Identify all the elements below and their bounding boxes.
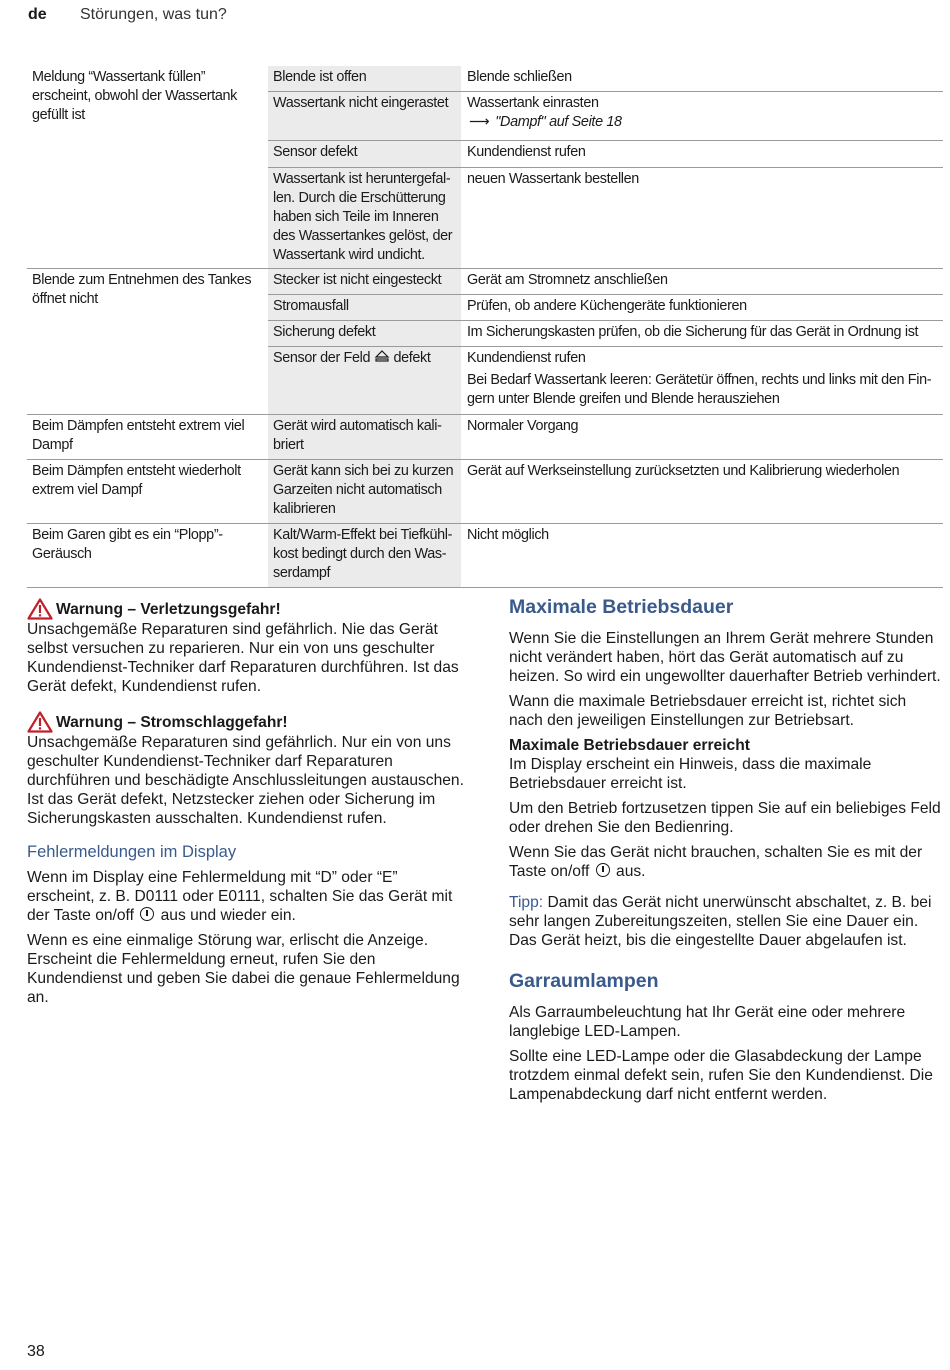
remedy-cell: neuen Wassertank bestellen (467, 171, 639, 187)
remedy-text: Kundendienst rufen (467, 350, 586, 366)
troubleshooting-table (27, 66, 943, 588)
warning-triangle-icon (27, 711, 53, 733)
remedy-cell (461, 347, 943, 414)
table-row (27, 523, 943, 587)
warning-title: Warnung – Verletzungsgefahr! (56, 600, 281, 618)
section-heading-errors: Fehlermeldungen im Display (27, 843, 237, 861)
cause-cell: Wassertank ist heruntergefallen. Durch die Erschütterung haben sich Teile im Inneren des Wassertankes gelöst, der Wassertank wird undicht. (268, 168, 461, 268)
tip (509, 893, 944, 950)
table-row (27, 268, 943, 414)
power-icon (140, 907, 154, 921)
remedy-cell: Prüfen, ob andere Küchengeräte funktionieren (467, 298, 747, 314)
paragraph: Sollte eine LED-Lampe oder die Glasabdeckung der Lampe trotzdem einmal defekt sein, rufen Sie den Kundendienst. Die Lampenabdeckung darf nicht entfernt werden. (509, 1048, 933, 1103)
remedy-cell: Kundendienst rufen (467, 144, 586, 160)
symptom-cell: Beim Dämpfen entsteht wiederholt extrem viel Dampf (32, 463, 241, 498)
section-heading-max-duration: Maximale Betriebsdauer (509, 596, 734, 618)
warning-electric-shock (27, 711, 467, 828)
paragraph-text: aus und wieder ein. (160, 907, 296, 924)
symptom-cell: Meldung “Wassertank füllen” erscheint, obwohl der Wassertank gefüllt ist (32, 69, 238, 123)
arrow-right-icon: ⟶ (469, 114, 490, 130)
remedy-extra-text: Bei Bedarf Wassertank leeren: Gerätetür öffnen, rechts und links mit den Fingern unter Blende greifen und Blende herausziehen (467, 372, 932, 407)
paragraph (27, 868, 467, 925)
page-title: Störungen, was tun? (80, 6, 227, 23)
warning-text: Unsachgemäße Reparaturen sind gefährlich. Nie das Gerät selbst versuchen zu reparieren. Nur ein von uns geschulter Kundendienst-Techniker darf Reparaturen durchführen. Ist das Gerät defekt, Kundendienst rufen. (27, 621, 459, 695)
remedy-cell: Blende schließen (467, 69, 572, 85)
warning-title: Warnung – Stromschlaggefahr! (56, 713, 288, 731)
page-reference-text: "Dampf" auf Seite 18 (495, 114, 622, 130)
power-icon (596, 863, 610, 877)
remedy-cell: Nicht möglich (467, 527, 549, 543)
cause-cell (268, 347, 461, 414)
paragraph: Wenn Sie die Einstellungen an Ihrem Gerät mehrere Stunden nicht verändert haben, hört das Gerät automatisch auf zu heizen. So wird ein ungewollter dauerhafter Betrieb verhindert. (509, 630, 941, 685)
cause-text: Sensor der Feld (273, 350, 371, 366)
cause-cell: Blende ist offen (268, 66, 461, 91)
tip-label: Tipp: (509, 894, 544, 911)
page-number: 38 (27, 1343, 45, 1360)
cause-cell: Sicherung defekt (268, 321, 461, 346)
paragraph-text: Wenn im Display eine Fehlermeldung mit “D” oder “E” erscheint, z. B. D0111 oder E0111, schalten Sie das Gerät mit der Taste on/off (27, 869, 453, 924)
paragraph (509, 843, 944, 881)
remedy-cell (461, 92, 943, 140)
tip-text: Damit das Gerät nicht unerwünscht abschaltet, z. B. bei sehr langen Zubereitungszeiten, stellen Sie eine Dauer ein. Das Gerät heizt, bis die eingestellte Dauer abgelaufen ist. (509, 894, 932, 949)
remedy-cell: Normaler Vorgang (467, 418, 579, 434)
section-heading-lamps: Garraumlampen (509, 970, 659, 992)
remedy-cell: Gerät auf Werkseinstellung zurücksetzten und Kalibrierung wiederholen (467, 463, 900, 479)
paragraph: Im Display erscheint ein Hinweis, dass die maximale Betriebsdauer erreicht ist. (509, 756, 872, 792)
cause-cell: Kalt/Warm-Effekt bei Tiefkühlkost bedingt durch den Wasserdampf (268, 524, 461, 587)
cause-cell: Stecker ist nicht eingesteckt (268, 269, 461, 294)
symptom-cell: Beim Dämpfen entsteht extrem viel Dampf (32, 418, 245, 453)
paragraph: Um den Betrieb fortzusetzen tippen Sie auf ein beliebiges Feld oder drehen Sie den Bedienring. (509, 800, 941, 836)
paragraph: Als Garraumbeleuchtung hat Ihr Gerät eine oder mehrere langlebige LED-Lampen. (509, 1004, 906, 1040)
cause-text: defekt (393, 350, 431, 366)
remedy-cell: Gerät am Stromnetz anschließen (467, 272, 668, 288)
left-column (27, 598, 467, 1013)
warning-triangle-icon (27, 598, 53, 620)
warning-injury (27, 598, 467, 696)
cause-cell: Wassertank nicht eingerastet (268, 92, 461, 140)
paragraph: Wann die maximale Betriebsdauer erreicht ist, richtet sich nach den jeweiligen Einstellungen zur Betriebsart. (509, 693, 907, 729)
table-row (27, 459, 943, 523)
symptom-cell: Beim Garen gibt es ein “Plopp”-Geräusch (32, 527, 223, 562)
page-reference[interactable] (467, 113, 939, 132)
tank-eject-icon (374, 349, 390, 364)
paragraph-text: Wenn Sie das Gerät nicht brauchen, schalten Sie es mit der Taste on/off (509, 844, 923, 880)
language-code: de (28, 6, 47, 23)
cause-cell: Gerät kann sich bei zu kurzen Garzeiten nicht automatisch kalibrieren (268, 460, 461, 523)
symptom-cell: Blende zum Entnehmen des Tankes öffnet nicht (32, 272, 252, 307)
subheading: Maximale Betriebsdauer erreicht (509, 737, 750, 754)
right-column (509, 598, 944, 1110)
cause-cell: Gerät wird automatisch kalibriert (268, 415, 461, 459)
table-row (27, 414, 943, 459)
cause-cell: Stromausfall (268, 295, 461, 320)
table-row (27, 66, 943, 268)
paragraph: Wenn es eine einmalige Störung war, erlischt die Anzeige. Erscheint die Fehlermeldung erneut, rufen Sie den Kundendienst und geben Sie dabei die genaue Fehlermeldung an. (27, 932, 460, 1006)
remedy-text: Wassertank einrasten (467, 95, 599, 111)
page-header (28, 6, 227, 24)
warning-text: Unsachgemäße Reparaturen sind gefährlich. Nur ein von uns geschulter Kundendienst-Techniker darf Reparaturen durchführen und beschädigte Anschlussleitungen austauschen. Ist das Gerät defekt, Netzstecker ziehen oder Sicherung im Sicherungskasten ausschalten. Kundendienst rufen. (27, 734, 464, 827)
cause-cell: Sensor defekt (268, 141, 461, 167)
remedy-cell: Im Sicherungskasten prüfen, ob die Sicherung für das Gerät in Ordnung ist (467, 324, 919, 340)
paragraph-text: aus. (616, 863, 646, 880)
